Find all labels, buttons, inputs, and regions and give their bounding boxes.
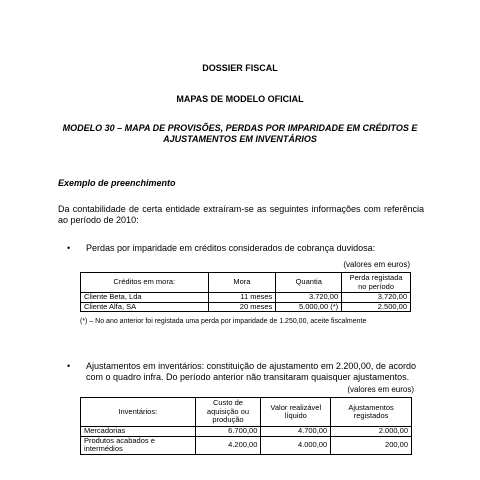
- table-row: [81, 427, 412, 437]
- document-title: DOSSIER FISCAL: [202, 63, 278, 73]
- table-cell: 4.000,00: [261, 436, 331, 454]
- column-header: Perda registada no período: [342, 273, 411, 293]
- table-header-row: [81, 273, 411, 293]
- table-cell: 4.700,00: [261, 427, 331, 437]
- model-title-line-2: AJUSTAMENTOS EM INVENTÁRIOS: [163, 134, 317, 144]
- table-row: [81, 293, 411, 303]
- section-heading: Exemplo de preenchimento: [58, 178, 176, 188]
- table-cell: 3.720,00: [276, 293, 342, 303]
- credits-table: [80, 272, 411, 312]
- table-cell: 11 meses: [208, 293, 276, 303]
- column-header: Inventários:: [81, 398, 196, 427]
- footnote: (*) – No ano anterior foi registada uma perda por imparidade de 1.250,00, aceite fiscalmente: [80, 318, 367, 325]
- table-cell: 3.720,00: [342, 293, 411, 303]
- table-cell: 2.500,00: [342, 302, 411, 312]
- table-cell: 20 meses: [208, 302, 276, 312]
- table-cell: Cliente Beta, Lda: [81, 293, 209, 303]
- column-header: Ajustamentos registados: [331, 398, 412, 427]
- intro-paragraph: [58, 204, 424, 226]
- model-title-line-1: MODELO 30 – MAPA DE PROVISÕES, PERDAS POR IMPARIDADE EM CRÉDITOS E: [62, 123, 418, 133]
- table-row: [81, 436, 412, 454]
- table-cell: 6.700,00: [195, 427, 261, 437]
- bullet-text: [86, 361, 416, 383]
- document-subtitle: MAPAS DE MODELO OFICIAL: [176, 94, 304, 104]
- column-header: Quantia: [276, 273, 342, 293]
- inventory-table: [80, 397, 412, 455]
- table-cell: Produtos acabados e intermédios: [81, 436, 196, 454]
- bullet-text-line-1: Ajustamentos em inventários: constituição de ajustamento em 2.200,00, de acordo: [86, 361, 416, 371]
- table-cell: 4.200,00: [195, 436, 261, 454]
- model-title: [0, 123, 480, 145]
- bullet-text-line-2: com o quadro infra. Do período anterior não transitaram quaisquer ajustamentos.: [86, 372, 410, 382]
- table-cell: Cliente Alfa, SA: [81, 302, 209, 312]
- column-header: Créditos em mora:: [81, 273, 209, 293]
- intro-line-2: ao período de 2010:: [58, 215, 139, 225]
- bullet-dot: •: [67, 243, 71, 253]
- table-row: [81, 302, 411, 312]
- column-header: Custo de aquisição ou produção: [195, 398, 261, 427]
- bullet-dot: •: [67, 361, 71, 371]
- units-note: (valores em euros): [347, 385, 414, 394]
- bullet-text: Perdas por imparidade em créditos considerados de cobrança duvidosa:: [86, 243, 376, 253]
- units-note: (valores em euros): [343, 260, 410, 269]
- table-cell: Mercadorias: [81, 427, 196, 437]
- column-header: Valor realizável líquido: [261, 398, 331, 427]
- table-cell: 5.000,00 (*): [276, 302, 342, 312]
- table-cell: 200,00: [331, 436, 412, 454]
- table-header-row: [81, 398, 412, 427]
- intro-line-1: Da contabilidade de certa entidade extraíram-se as seguintes informações com referência: [58, 204, 424, 214]
- column-header: Mora: [208, 273, 276, 293]
- table-cell: 2.000,00: [331, 427, 412, 437]
